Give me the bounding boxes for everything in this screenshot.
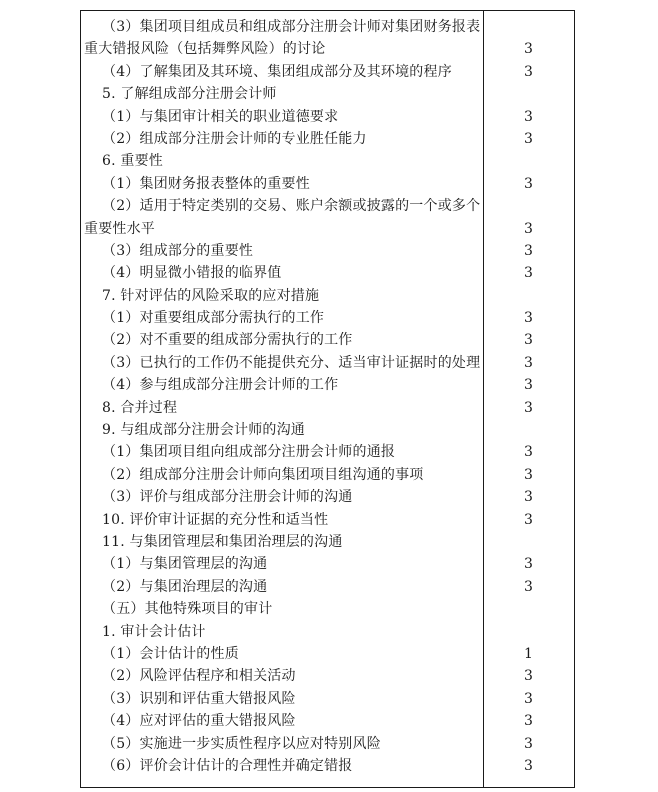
entry-text: （1）会计估计的性质: [102, 645, 239, 662]
entry-text: （1）集团项目组向组成部分注册会计师的通报: [102, 444, 396, 461]
entry-text: 11. 与集团管理层和集团治理层的沟通: [102, 533, 343, 550]
entry-score: 3: [524, 668, 533, 685]
entry-text: 5. 了解组成部分注册会计师: [102, 86, 277, 103]
entry-text: 1. 审计会计估计: [102, 623, 206, 640]
table-row: [81, 553, 574, 575]
entry-score: 1: [524, 645, 533, 662]
entry-score: 3: [524, 556, 533, 573]
table-row: [81, 106, 574, 128]
table-row: [81, 218, 574, 240]
table-row: [81, 374, 574, 396]
entry-text: （五）其他特殊项目的审计: [102, 601, 273, 618]
table-row: [81, 576, 574, 598]
table-row: [81, 352, 574, 374]
entry-score: 3: [524, 108, 533, 125]
table-row: [81, 195, 574, 217]
table-row: [81, 509, 574, 531]
table-row: [81, 128, 574, 150]
table-row: [81, 688, 574, 710]
entry-text: （5）实施进一步实质性程序以应对特别风险: [102, 735, 381, 752]
table-row: [81, 486, 574, 508]
entry-text: （2）适用于特定类别的交易、账户余额或披露的一个或多个: [102, 198, 481, 215]
table-row: [81, 598, 574, 620]
entry-text: （3）组成部分的重要性: [102, 242, 254, 259]
entry-score: 3: [524, 444, 533, 461]
entry-score: [483, 531, 574, 553]
table-row: [81, 61, 574, 83]
table-row: [81, 419, 574, 441]
entry-score: 3: [524, 175, 533, 192]
entry-score: 3: [524, 332, 533, 349]
table-row: [81, 621, 574, 643]
entry-score: [483, 83, 574, 105]
table-row: [81, 262, 574, 284]
table-row: [81, 307, 574, 329]
entry-score: 3: [524, 511, 533, 528]
entry-score: [483, 150, 574, 172]
entry-score: 3: [524, 310, 533, 327]
entry-text: （2）组成部分注册会计师的专业胜任能力: [102, 130, 367, 147]
table-row: [81, 710, 574, 732]
entry-text: （4）了解集团及其环境、集团组成部分及其环境的程序: [102, 63, 452, 80]
entry-score: 3: [524, 130, 533, 147]
entry-text: （4）应对评估的重大错报风险: [102, 713, 296, 730]
entry-score: 3: [524, 578, 533, 595]
entry-text: （2）组成部分注册会计师向集团项目组沟通的事项: [102, 466, 424, 483]
entry-score: 3: [524, 265, 533, 282]
entry-score: [483, 285, 574, 307]
entry-text: 重要性水平: [84, 220, 155, 237]
entry-text: （6）评价会计估计的合理性并确定错报: [102, 757, 353, 774]
entry-score: 3: [524, 399, 533, 416]
entry-score: [483, 598, 574, 620]
table-row: [81, 16, 574, 38]
entry-text: （2）与集团治理层的沟通: [102, 578, 268, 595]
entry-score: 3: [524, 63, 533, 80]
entry-text: （3）集团项目组成员和组成部分注册会计师对集团财务报表: [102, 19, 481, 35]
table-row: [81, 531, 574, 553]
column-divider: [483, 11, 484, 787]
table-row: [81, 755, 574, 777]
table-row: [81, 285, 574, 307]
entry-text: （2）风险评估程序和相关活动: [102, 668, 296, 685]
entry-text: 8. 合并过程: [102, 399, 178, 416]
table-row: [81, 83, 574, 105]
table-row: [81, 665, 574, 687]
syllabus-table: [80, 10, 575, 788]
entry-score: 3: [524, 354, 533, 371]
entry-score: [483, 16, 574, 38]
entry-text: （1）集团财务报表整体的重要性: [102, 175, 310, 192]
entry-score: [483, 419, 574, 441]
entry-text: 7. 针对评估的风险采取的应对措施: [102, 287, 320, 304]
table-row: [81, 733, 574, 755]
entry-text: （1）对重要组成部分需执行的工作: [102, 310, 325, 327]
entry-score: 3: [524, 757, 533, 774]
entry-text: （3）评价与组成部分注册会计师的沟通: [102, 489, 353, 506]
entry-text: 10. 评价审计证据的充分性和适当性: [102, 511, 329, 528]
entry-score: [483, 195, 574, 217]
entry-score: 3: [524, 242, 533, 259]
entry-text: 9. 与组成部分注册会计师的沟通: [102, 422, 306, 439]
entry-score: 3: [524, 466, 533, 483]
table-row: [81, 441, 574, 463]
table-row: [81, 150, 574, 172]
entry-score: 3: [524, 690, 533, 707]
table-row: [81, 397, 574, 419]
table-row: [81, 38, 574, 60]
entry-text: （1）与集团审计相关的职业道德要求: [102, 108, 339, 125]
table-row: [81, 240, 574, 262]
table-row: [81, 464, 574, 486]
entry-score: 3: [524, 735, 533, 752]
entry-text: 6. 重要性: [102, 153, 164, 170]
entry-text: （3）识别和评估重大错报风险: [102, 690, 296, 707]
entry-text: （4）明显微小错报的临界值: [102, 265, 282, 282]
entry-score: 3: [524, 220, 533, 237]
table-row: [81, 329, 574, 351]
entry-text: （1）与集团管理层的沟通: [102, 556, 268, 573]
entry-text: （4）参与组成部分注册会计师的工作: [102, 377, 339, 394]
table-row: [81, 173, 574, 195]
entry-score: 3: [524, 41, 533, 58]
table-row: [81, 643, 574, 665]
entry-score: [483, 621, 574, 643]
entry-score: 3: [524, 489, 533, 506]
entry-text: （3）已执行的工作仍不能提供充分、适当审计证据时的处理: [102, 354, 481, 371]
entry-score: 3: [524, 377, 533, 394]
entry-text: 重大错报风险（包括舞弊风险）的讨论: [84, 41, 326, 58]
entry-text: （2）对不重要的组成部分需执行的工作: [102, 332, 353, 349]
entry-score: 3: [524, 713, 533, 730]
